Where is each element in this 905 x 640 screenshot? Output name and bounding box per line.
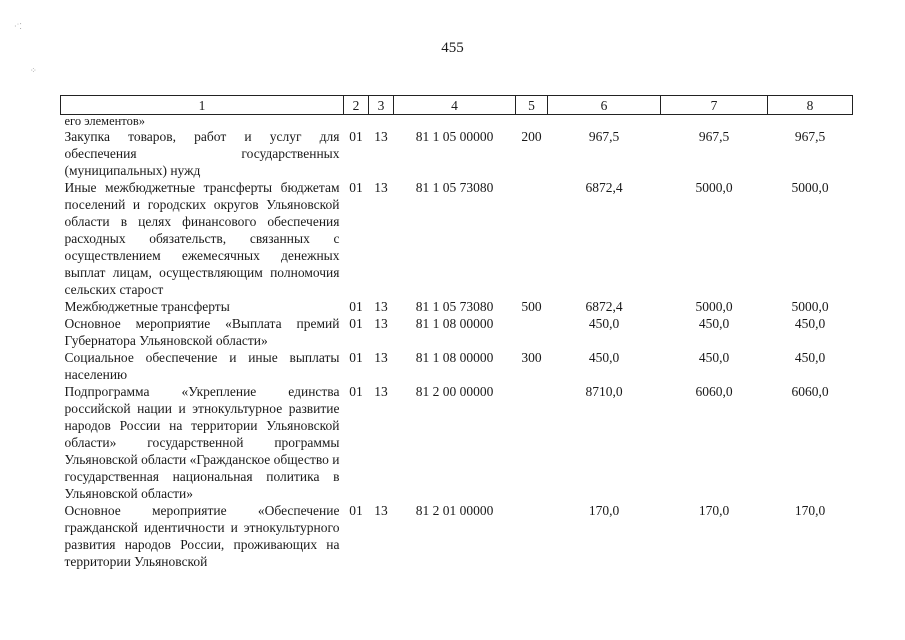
row-amount-2: 450,0	[698, 350, 730, 365]
table-row	[61, 179, 853, 298]
row-name: Иные межбюджетные трансферты бюджетам поселений и городских округов Ульяновской области в целях финансового обеспечения расходных обязательств, связанных с осуществлением ежемесячных денежных выплат лицам, осуществляющим полномочия сельских старост	[64, 180, 340, 297]
table-row	[61, 383, 853, 502]
row-amount-2: 5000,0	[695, 180, 733, 195]
row-amount-1: 450,0	[588, 350, 620, 365]
table-row	[61, 349, 853, 383]
row-target-code	[394, 115, 516, 129]
row-section: 01	[349, 384, 363, 399]
row-amount-3: 967,5	[794, 129, 826, 144]
row-expense-type	[516, 179, 548, 298]
row-amount-3: 6060,0	[791, 384, 829, 399]
row-amount-3: 450,0	[794, 350, 826, 365]
row-target-code: 81 1 05 73080	[415, 299, 494, 314]
row-amount-3: 5000,0	[791, 180, 829, 195]
row-name: Социальное обеспечение и иные выплаты населению	[64, 350, 340, 382]
row-expense-type	[516, 115, 548, 129]
row-subsection: 13	[374, 350, 388, 365]
row-target-code: 81 2 01 00000	[415, 503, 494, 518]
table-row	[61, 115, 853, 129]
header-col-2: 2	[344, 96, 369, 115]
row-target-code: 81 1 05 00000	[415, 129, 494, 144]
row-amount-1: 8710,0	[585, 384, 623, 399]
header-col-3: 3	[369, 96, 394, 115]
row-amount-2: 450,0	[698, 316, 730, 331]
row-amount-1: 170,0	[588, 503, 620, 518]
header-col-7: 7	[661, 96, 768, 115]
row-section: 01	[349, 503, 363, 518]
row-target-code: 81 1 08 00000	[415, 350, 494, 365]
header-col-8: 8	[768, 96, 853, 115]
row-amount-2: 170,0	[698, 503, 730, 518]
row-amount-1: 967,5	[588, 129, 620, 144]
row-target-code: 81 1 08 00000	[415, 316, 494, 331]
budget-table	[60, 95, 853, 570]
row-section: 01	[349, 180, 363, 195]
row-section	[344, 115, 369, 129]
row-amount-2: 967,5	[698, 129, 730, 144]
table-header-row	[61, 96, 853, 115]
row-section: 01	[349, 129, 363, 144]
row-subsection: 13	[374, 180, 388, 195]
table-row	[61, 502, 853, 570]
page-number: 455	[441, 40, 464, 56]
row-subsection: 13	[374, 503, 388, 518]
row-section: 01	[349, 316, 363, 331]
row-expense-type	[516, 502, 548, 570]
row-section: 01	[349, 299, 363, 314]
row-expense-type: 300	[521, 350, 542, 365]
row-amount-1: 6872,4	[585, 180, 623, 195]
header-col-5: 5	[516, 96, 548, 115]
table-row	[61, 128, 853, 179]
header-col-4: 4	[394, 96, 516, 115]
row-section: 01	[349, 350, 363, 365]
row-amount-2	[661, 115, 768, 129]
row-subsection: 13	[374, 129, 388, 144]
row-amount-2: 5000,0	[695, 299, 733, 314]
scan-noise: ⁘	[30, 66, 37, 75]
row-name: Основное мероприятие «Выплата премий Губернатора Ульяновской области»	[64, 316, 340, 348]
header-col-1: 1	[61, 96, 344, 115]
row-expense-type: 500	[521, 299, 542, 314]
row-amount-3: 5000,0	[791, 299, 829, 314]
row-subsection: 13	[374, 316, 388, 331]
row-subsection	[369, 115, 394, 129]
row-subsection: 13	[374, 384, 388, 399]
row-amount-3: 450,0	[794, 316, 826, 331]
row-target-code: 81 1 05 73080	[415, 180, 494, 195]
row-amount-3: 170,0	[794, 503, 826, 518]
row-amount-1	[548, 115, 661, 129]
row-expense-type	[516, 315, 548, 349]
row-amount-3	[768, 115, 853, 129]
row-amount-1: 6872,4	[585, 299, 623, 314]
row-amount-1: 450,0	[588, 316, 620, 331]
table-row	[61, 298, 853, 315]
row-name: Подпрограмма «Укрепление единства российской нации и этнокультурное развитие народов России на территории Ульяновской области» государственной программы Ульяновской области «Гражданское общество и государственная национальная политика в Ульяновской области»	[64, 384, 340, 501]
row-expense-type	[516, 383, 548, 502]
row-name: Закупка товаров, работ и услуг для обеспечения государственных (муниципальных) нужд	[64, 129, 340, 178]
row-target-code: 81 2 00 00000	[415, 384, 494, 399]
scan-noise: ·˙⁚	[14, 22, 22, 31]
row-name: его элементов»	[64, 114, 146, 128]
table-row	[61, 315, 853, 349]
row-subsection: 13	[374, 299, 388, 314]
row-name: Основное мероприятие «Обеспечение гражданской идентичности и этнокультурного развития народов России, проживающих на территории Ульяновской	[64, 503, 340, 569]
row-amount-2: 6060,0	[695, 384, 733, 399]
row-expense-type: 200	[521, 129, 542, 144]
row-name: Межбюджетные трансферты	[64, 299, 230, 314]
header-col-6: 6	[548, 96, 661, 115]
